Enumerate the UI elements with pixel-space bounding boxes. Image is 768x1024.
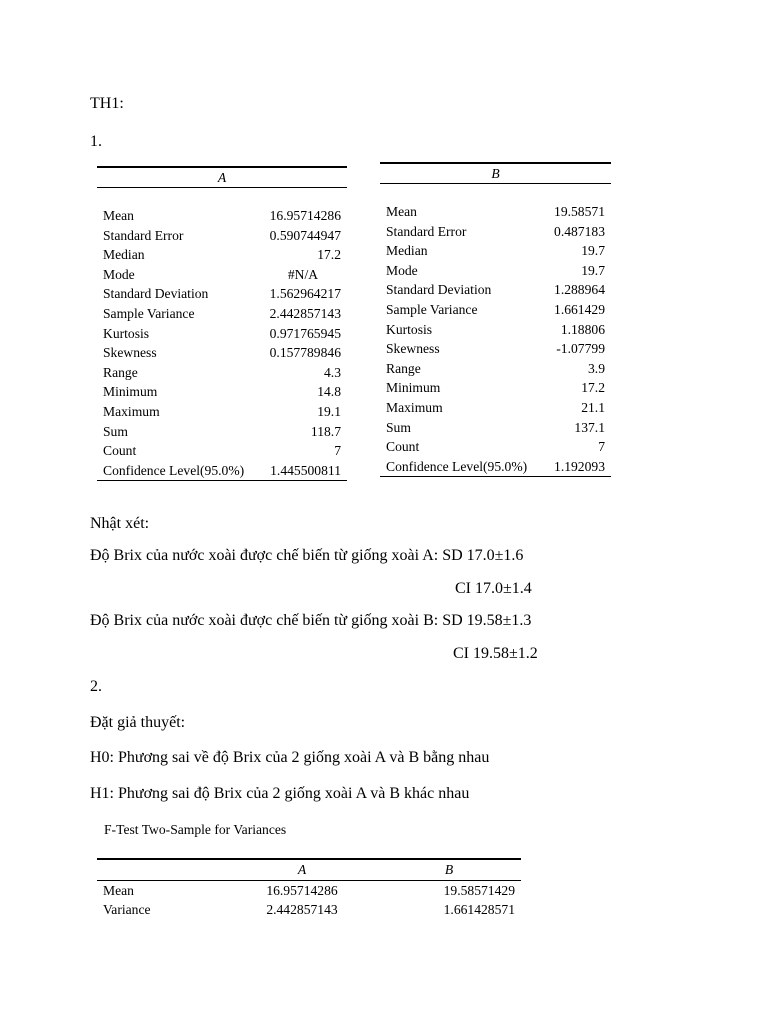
heading-th1: TH1: — [90, 95, 124, 112]
table-a-row-value: 1.562964217 — [269, 286, 341, 302]
table-a-row-label: Median — [103, 247, 145, 263]
table-a-row — [97, 343, 347, 363]
table-a-row — [97, 461, 347, 481]
table-a-row-label: Mean — [103, 208, 134, 223]
table-a-row — [97, 245, 347, 265]
table-b-row-label: Minimum — [386, 380, 441, 396]
section-1-number: 1. — [90, 133, 102, 150]
table-b-row-value: 1.18806 — [560, 321, 605, 337]
table-a-row-value: 17.2 — [317, 247, 341, 263]
hypothesis-title: Đặt giả thuyết: — [90, 714, 186, 731]
ftest-row — [97, 900, 521, 920]
table-b-row-label: Range — [386, 360, 421, 376]
ftest-cell-a: 2.442857143 — [266, 902, 338, 917]
ftest-row — [97, 880, 521, 900]
table-b-row-label: Sample Variance — [386, 301, 478, 317]
table-a-row-label: Maximum — [103, 403, 160, 419]
section-2-number: 2. — [90, 678, 102, 695]
table-b-row-label: Maximum — [386, 399, 443, 415]
ftest-header-b: B — [377, 859, 521, 880]
table-a-row-label: Confidence Level(95.0%) — [97, 461, 259, 481]
remark-a-ci: CI 17.0±1.4 — [455, 580, 532, 597]
ftest-table — [97, 858, 521, 920]
table-a-row-label: Mode — [103, 266, 135, 282]
table-b-row — [380, 378, 611, 398]
table-b-row — [380, 437, 611, 457]
table-b-row-label: Standard Error — [386, 223, 467, 239]
table-b-row-value: 19.7 — [581, 243, 605, 259]
table-b-row-value: -1.07799 — [556, 341, 605, 357]
table-a-row-label: Sum — [103, 423, 128, 439]
table-b-row — [380, 202, 611, 222]
table-a-row — [97, 324, 347, 344]
table-a-row-value: 4.3 — [324, 364, 341, 380]
table-a-row-label: Range — [103, 364, 138, 380]
table-a-row-value: 14.8 — [317, 384, 341, 400]
table-b-row — [380, 398, 611, 418]
table-b-row — [380, 457, 611, 477]
ftest-cell-b: 1.661428571 — [443, 902, 515, 917]
table-b-row-value: 0.487183 — [554, 223, 605, 239]
table-b-row-label: Skewness — [386, 341, 440, 357]
table-a-row-value: 2.442857143 — [269, 305, 341, 321]
table-b-row-value: 3.9 — [588, 360, 605, 376]
table-b-row-value: 19.7 — [581, 262, 605, 278]
table-b-row-value: 19.58571 — [554, 204, 605, 219]
table-a-row-label: Skewness — [103, 345, 157, 361]
ftest-cell-label: Mean — [103, 882, 134, 898]
table-b-row-value: 1.288964 — [554, 282, 605, 298]
table-b-row — [380, 222, 611, 242]
table-a-row — [97, 441, 347, 461]
table-a-row-value: #N/A — [287, 266, 319, 282]
table-b-row — [380, 320, 611, 340]
table-a-row-label: Sample Variance — [103, 305, 195, 321]
table-a-row-value: 7 — [334, 443, 341, 459]
remarks-title: Nhật xét: — [90, 515, 150, 532]
table-b-row — [380, 339, 611, 359]
hypothesis-h1: H1: Phương sai độ Brix của 2 giống xoài A và B khác nhau — [90, 785, 470, 802]
table-b-row-label: Mean — [386, 204, 417, 219]
table-b-row-label: Median — [386, 243, 428, 259]
table-b-row-value: 137.1 — [574, 419, 605, 435]
table-b-row-value: 7 — [598, 439, 605, 455]
table-a-row — [97, 402, 347, 422]
table-b-header: B — [380, 163, 611, 184]
table-b-row — [380, 359, 611, 379]
table-a-row-value: 118.7 — [310, 423, 341, 439]
table-a-row-label: Standard Error — [103, 227, 184, 243]
table-b-row — [380, 300, 611, 320]
remark-b-sd: Độ Brix của nước xoài được chế biến từ giống xoài B: SD 19.58±1.3 — [90, 612, 532, 629]
remark-a-sd: Độ Brix của nước xoài được chế biến từ giống xoài A: SD 17.0±1.6 — [90, 547, 524, 564]
table-b-row — [380, 418, 611, 438]
hypothesis-h0: H0: Phương sai về độ Brix của 2 giống xoài A và B bằng nhau — [90, 749, 490, 766]
ftest-header-blank — [97, 859, 227, 880]
table-a-row — [97, 206, 347, 226]
table-b-row-value: 17.2 — [581, 380, 605, 396]
table-b-row — [380, 280, 611, 300]
ftest-header-a: A — [227, 859, 377, 880]
remark-b-ci: CI 19.58±1.2 — [453, 645, 538, 662]
table-b-row-label: Standard Deviation — [386, 282, 492, 298]
table-a-row-label: Minimum — [103, 384, 158, 400]
table-a-row — [97, 304, 347, 324]
table-a-row — [97, 363, 347, 383]
table-a-row-value: 1.445500811 — [259, 461, 347, 481]
table-a-row-label: Standard Deviation — [103, 286, 209, 302]
table-a-row-value: 0.590744947 — [269, 227, 341, 243]
descriptive-stats-table-a — [97, 166, 347, 481]
table-a-row-value: 16.95714286 — [269, 208, 341, 223]
table-a-row — [97, 284, 347, 304]
table-b-row-label: Confidence Level(95.0%) — [380, 457, 544, 477]
table-b-row-label: Mode — [386, 262, 418, 278]
table-b-row-value: 21.1 — [581, 399, 605, 415]
descriptive-stats-table-b — [380, 162, 611, 477]
table-b-row-value: 1.192093 — [544, 457, 611, 477]
table-a-row-value: 0.157789846 — [269, 345, 341, 361]
table-a-row — [97, 422, 347, 442]
table-b-row-label: Count — [386, 439, 420, 455]
table-a-row-label: Count — [103, 443, 137, 459]
table-b-row-label: Kurtosis — [386, 321, 433, 337]
table-a-header: A — [97, 167, 347, 188]
table-b-row-label: Sum — [386, 419, 411, 435]
table-a-row-value: 19.1 — [317, 403, 341, 419]
table-b-row — [380, 261, 611, 281]
table-b-row-value: 1.661429 — [554, 301, 605, 317]
ftest-cell-label: Variance — [103, 902, 151, 917]
ftest-title: F-Test Two-Sample for Variances — [104, 822, 287, 837]
table-a-row — [97, 382, 347, 402]
table-a-row — [97, 226, 347, 246]
table-a-row-label: Kurtosis — [103, 325, 150, 341]
ftest-cell-b: 19.58571429 — [443, 882, 515, 898]
ftest-cell-a: 16.95714286 — [266, 882, 338, 898]
table-b-row — [380, 241, 611, 261]
table-a-row-value: 0.971765945 — [269, 325, 341, 341]
table-a-row — [97, 265, 347, 285]
